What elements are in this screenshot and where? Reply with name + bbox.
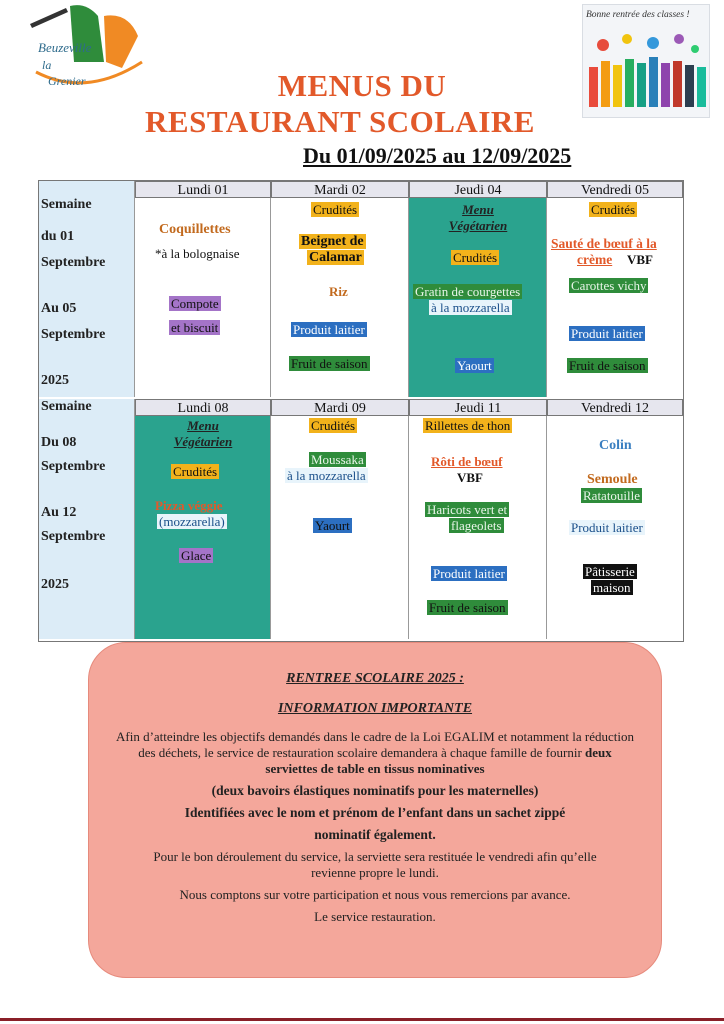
vegetarian-label: Végétarien [173, 434, 233, 449]
menu-item: Coquillettes [159, 222, 231, 237]
week-label: du 01 [41, 229, 75, 244]
menu-item: Yaourt [315, 518, 350, 533]
day-header: Lundi 01 [135, 181, 271, 198]
page-title: MENUS DU [277, 68, 447, 103]
menu-item: Crudités [591, 202, 636, 217]
logo-text: la [42, 58, 52, 72]
menu-item: Crudités [453, 250, 498, 265]
rentree-banner-text: Bonne rentrée des classes ! [586, 10, 690, 20]
menu-cell-jeudi11 [409, 416, 547, 639]
menu-cell-mardi09 [271, 416, 409, 639]
menu-item: Gratin de courgettes [415, 284, 521, 299]
menu-item: Sauté de bœuf à la [551, 236, 657, 251]
menu-item: Pâtisserie [585, 564, 635, 579]
menu-item: Haricots vert et [427, 502, 508, 517]
info-paragraph: nominatif également. [314, 827, 436, 842]
menu-item: Moussaka [311, 452, 364, 467]
week-label: Semaine [41, 399, 92, 414]
day-header: Mardi 09 [271, 399, 409, 416]
week-label: Septembre [41, 255, 106, 270]
info-paragraph: Nous comptons sur votre participation et nous vous remercions par avance. [179, 887, 571, 902]
vegetarian-label: Végétarien [448, 218, 508, 233]
week-label: 2025 [41, 577, 69, 592]
week1-label-cell [39, 181, 135, 397]
week-label: Au 05 [41, 301, 77, 316]
day-header: Jeudi 04 [409, 181, 547, 198]
menu-item: à la mozzarella [287, 468, 366, 483]
menu-item: Yaourt [457, 358, 492, 373]
info-box [88, 642, 662, 978]
info-text: Afin d’atteindre les objectifs demandés dans le cadre de la Loi EGALIM et notamment la réduction des déchets, le service de restauration scolaire demandera à chaque famille de fournir [115, 729, 634, 760]
menu-item: Crudités [173, 464, 218, 479]
menu-item: maison [593, 580, 631, 595]
info-paragraph: Identifiées avec le nom et prénom de l’enfant dans un sachet zippé [184, 805, 566, 820]
menu-cell-lundi08 [135, 416, 271, 639]
menu-item: Produit laitier [433, 566, 505, 581]
page-title: RESTAURANT SCOLAIRE [145, 104, 535, 139]
menu-item: et biscuit [171, 320, 219, 335]
menu-item: *à la bolognaise [155, 246, 240, 261]
info-paragraph [113, 729, 637, 777]
pencils-icon [583, 5, 709, 117]
day-header: Mardi 02 [271, 181, 409, 198]
menu-grid [38, 180, 684, 642]
menu-item: Produit laitier [293, 322, 365, 337]
menu-cell-mardi02 [271, 198, 409, 397]
menu-item: Produit laitier [571, 326, 643, 341]
menu-item: crème [577, 252, 613, 267]
menu-item: flageolets [451, 518, 502, 533]
menu-item: Glace [181, 548, 212, 563]
menu-cell-vendredi05 [547, 198, 683, 397]
day-header: Lundi 08 [135, 399, 271, 416]
day-header: Vendredi 12 [547, 399, 683, 416]
week-label: Septembre [41, 327, 106, 342]
vegetarian-label: Menu [187, 418, 219, 433]
menu-item: Beignet de [301, 234, 364, 249]
menu-item: Crudités [311, 418, 356, 433]
footer-divider [0, 1018, 724, 1021]
day-header: Jeudi 11 [409, 399, 547, 416]
menu-item: Rillettes de thon [425, 418, 511, 433]
week-label: 2025 [41, 373, 69, 388]
week-label: Au 12 [41, 505, 77, 520]
menu-item: à la mozzarella [431, 300, 510, 315]
info-text-bold: deux serviettes de table en tissus nominatives [265, 745, 612, 776]
week-label: Semaine [41, 197, 92, 212]
menu-item: Carottes vichy [571, 278, 647, 293]
menu-item: Pizza véggie [155, 498, 223, 513]
rentree-banner-image [582, 4, 710, 118]
info-paragraph: (deux bavoirs élastiques nominatifs pour les maternelles) [211, 783, 539, 798]
menu-cell-jeudi04 [409, 198, 547, 397]
menu-item: Compote [171, 296, 219, 311]
menu-item: VBF [627, 252, 653, 267]
menu-item: VBF [457, 470, 483, 485]
day-header: Vendredi 05 [547, 181, 683, 198]
menu-item: Semoule [587, 472, 638, 487]
logo-text: Beuzeville [38, 40, 92, 55]
week-label: Septembre [41, 529, 106, 544]
menu-cell-lundi01 [135, 198, 271, 397]
menu-item: Fruit de saison [569, 358, 646, 373]
menu-item: Rôti de bœuf [431, 454, 503, 469]
vegetarian-label: Menu [462, 202, 494, 217]
week2-label-cell [39, 399, 135, 639]
logo-text: Grenier [48, 74, 86, 88]
date-range: Du 01/09/2025 au 12/09/2025 [303, 143, 572, 168]
menu-item: Fruit de saison [291, 356, 368, 371]
info-paragraph: Pour le bon déroulement du service, la serviette sera restituée le vendredi afin qu’elle revienne propre le lundi. [153, 849, 597, 880]
menu-item: Crudités [313, 202, 358, 217]
week-label: Septembre [41, 459, 106, 474]
menu-item: Colin [599, 438, 632, 453]
menu-item: Ratatouille [583, 488, 641, 503]
info-heading: RENTREE SCOLAIRE 2025 : [286, 671, 464, 686]
menu-item: Fruit de saison [429, 600, 506, 615]
menu-item: Riz [329, 284, 348, 299]
info-paragraph: Le service restauration. [314, 909, 436, 924]
menu-item: (mozzarella) [159, 514, 225, 529]
menu-item: Produit laitier [571, 520, 643, 535]
menu-item: Calamar [309, 250, 362, 265]
info-heading: INFORMATION IMPORTANTE [277, 701, 473, 716]
week-label: Du 08 [41, 435, 77, 450]
menu-cell-vendredi12 [547, 416, 683, 639]
